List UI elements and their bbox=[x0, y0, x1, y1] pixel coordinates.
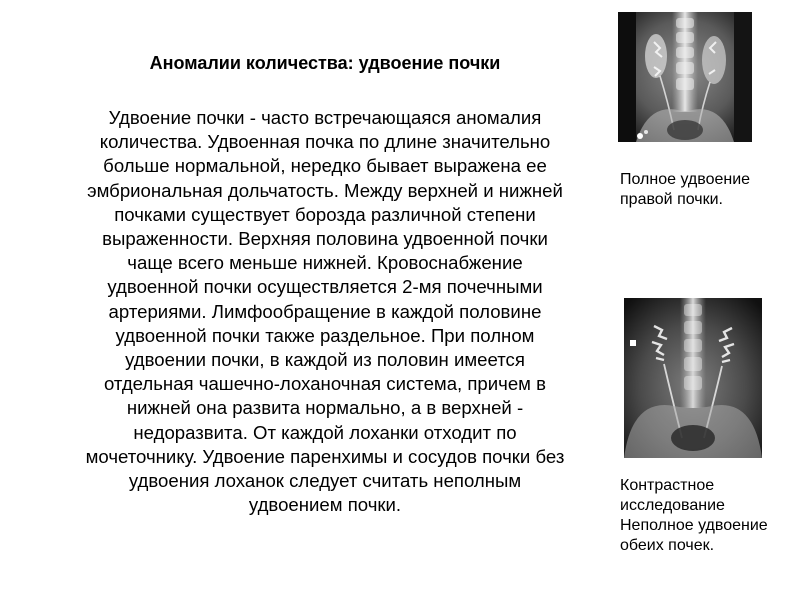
xray-image-full-duplication bbox=[618, 12, 752, 142]
body-line: эмбриональная дольчатость. Между верхней и нижней bbox=[87, 179, 563, 201]
body-line: недоразвита. От каждой лоханки отходит по bbox=[133, 421, 517, 443]
caption-line: Полное удвоение bbox=[620, 171, 751, 188]
slide-title: Аномалии количества: удвоение почки bbox=[149, 53, 501, 73]
body-line: удвоения лоханок следует считать неполным bbox=[128, 470, 522, 492]
body-line: удвоенной почки осуществляется 2-мя почечными bbox=[107, 276, 543, 298]
body-line: артериями. Лимфообращение в каждой половине bbox=[108, 300, 542, 322]
image-caption-1 bbox=[620, 170, 750, 210]
caption-line: Контрастное bbox=[620, 477, 715, 494]
body-line: мочеточнику. Удвоение паренхимы и сосудов почки без bbox=[85, 445, 565, 467]
caption-line: исследование bbox=[620, 497, 725, 514]
body-line: удвоении почки, в каждой из половин имеется bbox=[125, 349, 525, 371]
body-line: почками существует борозда различной степени bbox=[114, 203, 536, 225]
body-line: отдельная чашечно-лоханочная система, причем в bbox=[103, 373, 547, 395]
xray-image-contrast-study bbox=[624, 298, 762, 458]
body-line: удвоенной почки также раздельное. При полном bbox=[115, 324, 535, 346]
caption-line: правой почки. bbox=[620, 191, 723, 208]
body-text bbox=[30, 106, 620, 517]
body-line: Удвоение почки - часто встречающаяся аномалия bbox=[108, 107, 542, 128]
body-line: выраженности. Верхняя половина удвоенной почки bbox=[102, 228, 548, 250]
caption-line: обеих почек. bbox=[620, 537, 715, 554]
body-line: нижней она развита нормально, а в верхней - bbox=[126, 397, 524, 419]
body-line: удвоением почки. bbox=[248, 494, 402, 516]
body-line: количества. Удвоенная почка по длине значительно bbox=[99, 131, 551, 153]
body-line: чаще всего меньше нижней. Кровоснабжение bbox=[127, 252, 523, 274]
caption-line: Неполное удвоение bbox=[620, 517, 768, 534]
body-line: больше нормальной, нередко бывает выражена ее bbox=[103, 155, 547, 177]
image-caption-2 bbox=[620, 476, 768, 556]
